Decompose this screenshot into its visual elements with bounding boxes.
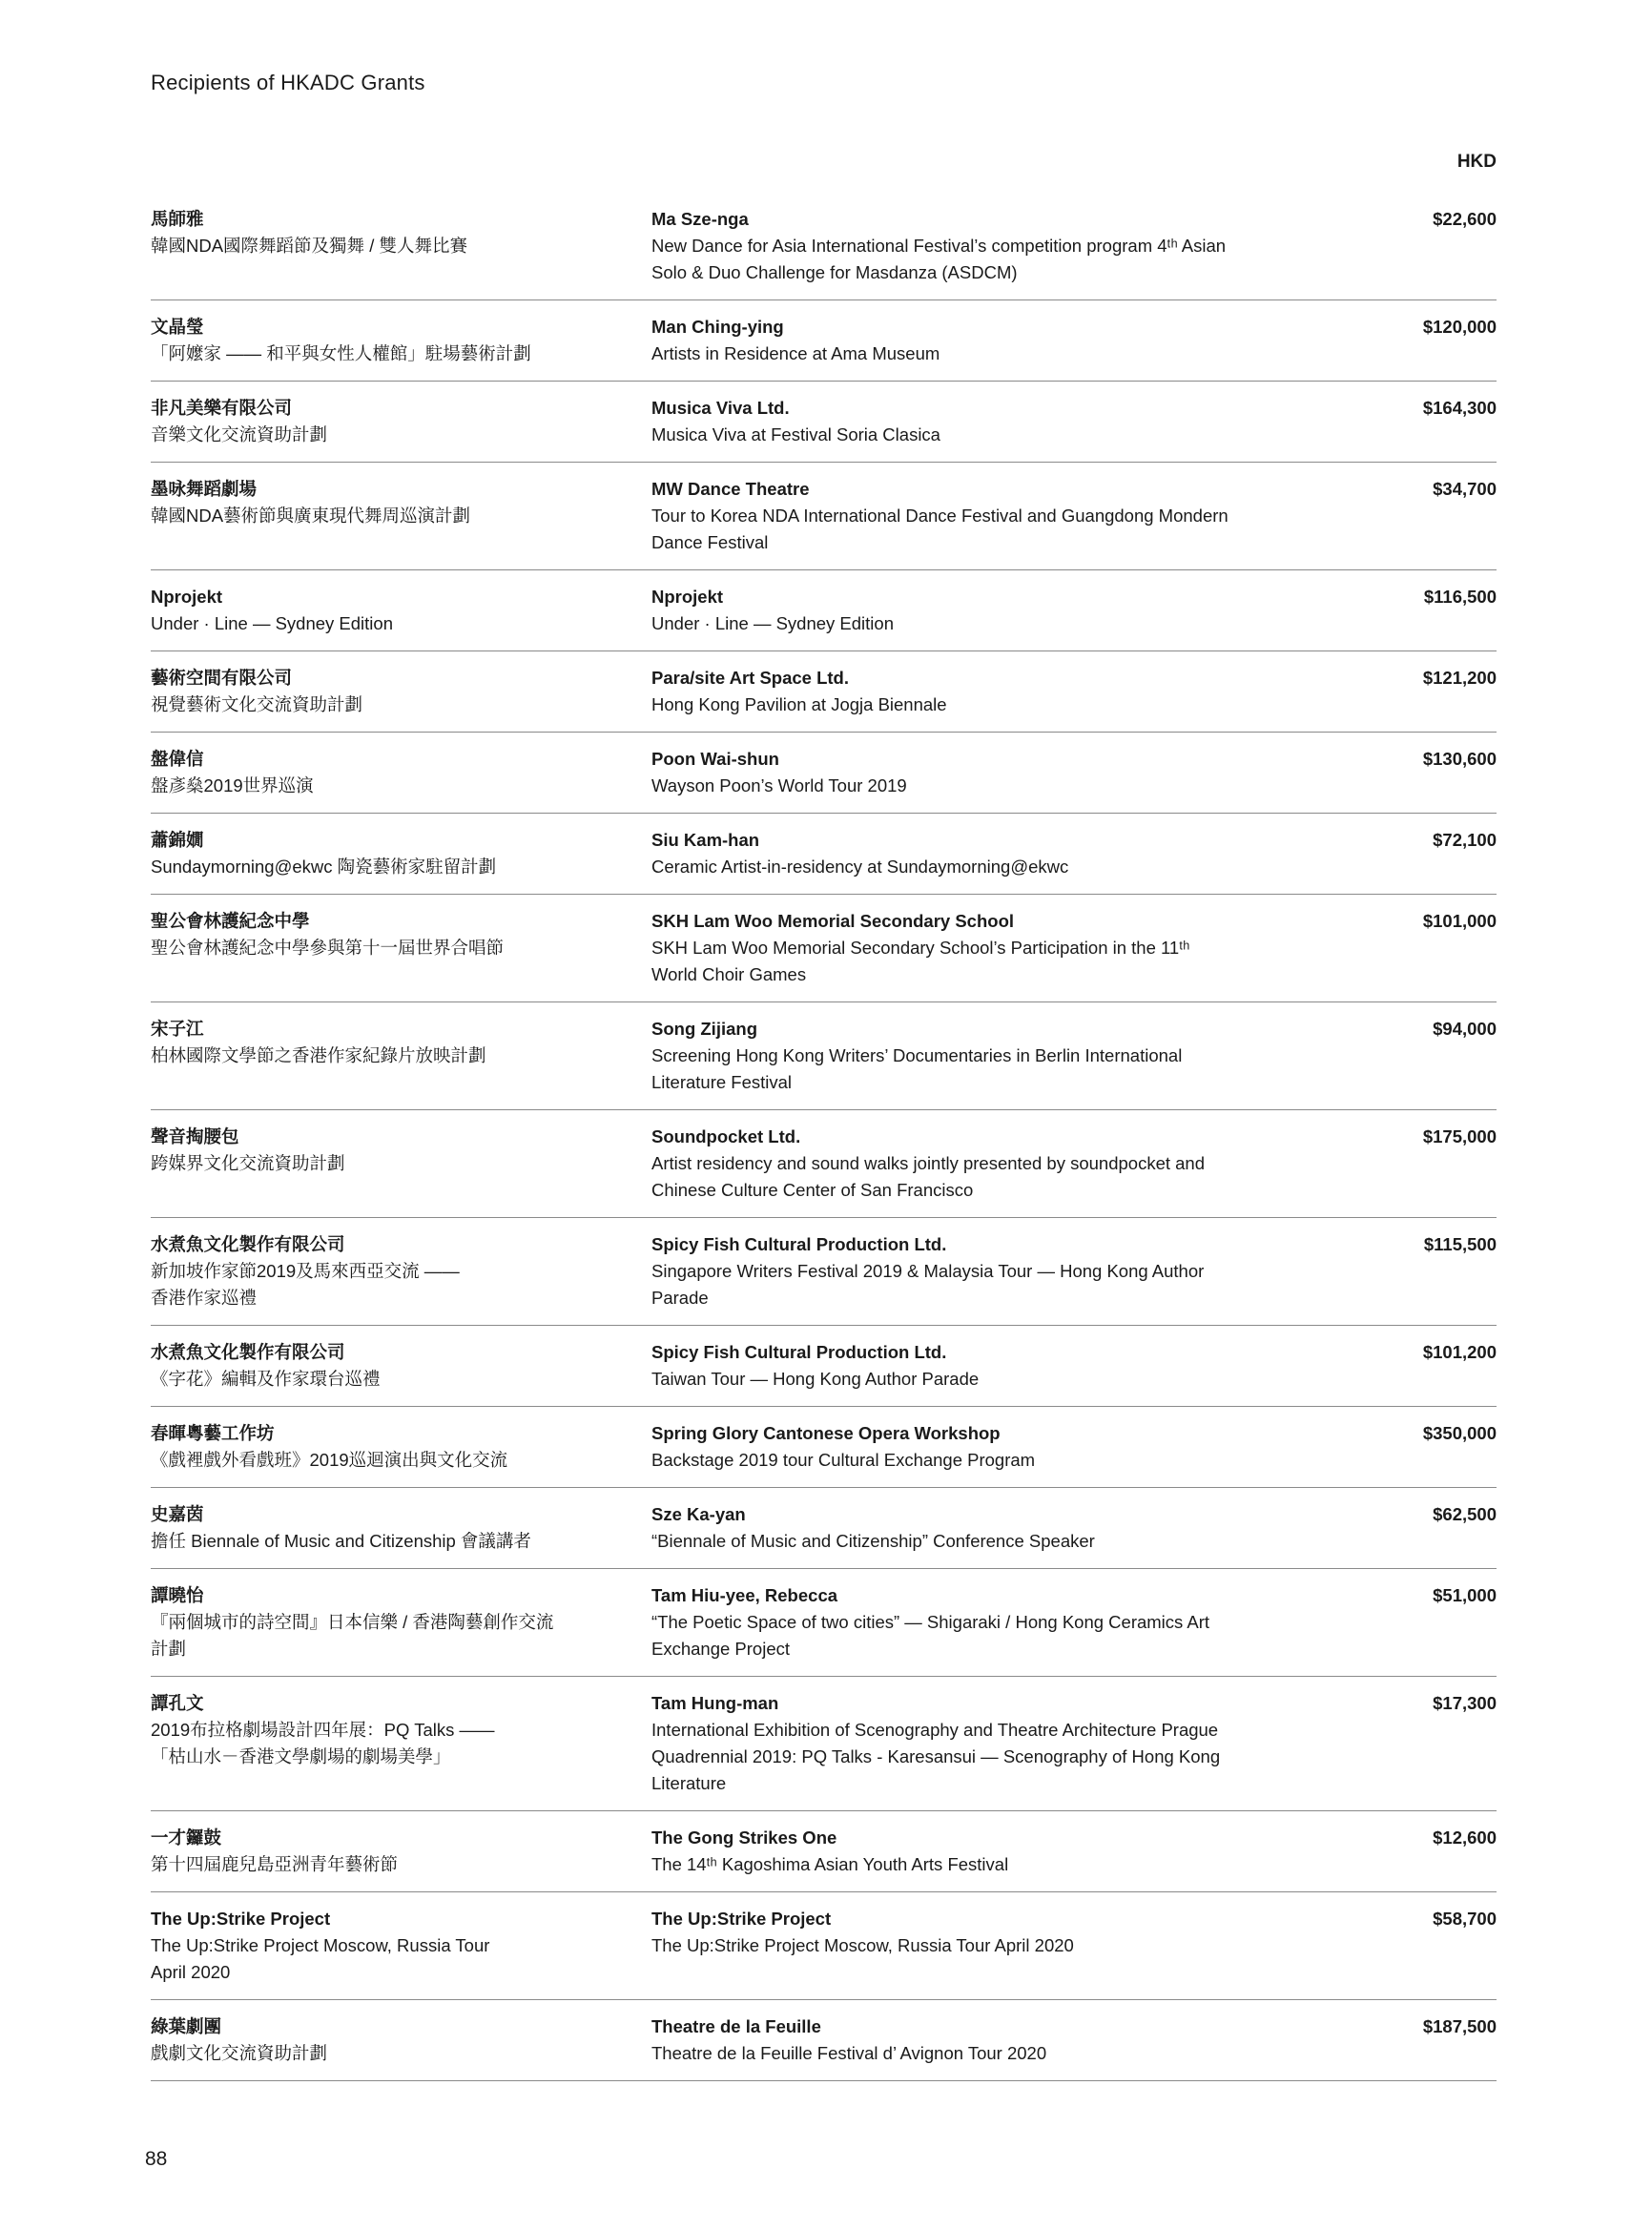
english-column <box>651 584 1281 637</box>
grant-row <box>151 746 1497 814</box>
chinese-column <box>151 584 651 637</box>
project-title-en: Musica Viva at Festival Soria Clasica <box>651 424 940 444</box>
recipient-name-zh: 譚孔文 <box>151 1693 204 1713</box>
project-title-en: Taiwan Tour — Hong Kong Author Parade <box>651 1369 980 1389</box>
project-title-zh: 聖公會林護紀念中學參與第十一屆世界合唱節 <box>151 938 505 958</box>
project-title-zh: 跨媒界文化交流資助計劃 <box>151 1153 345 1173</box>
recipient-name-en: Tam Hiu-yee, Rebecca <box>651 1585 838 1605</box>
grant-row <box>151 206 1497 300</box>
currency-label: HKD <box>1456 152 1497 172</box>
english-column <box>651 395 1281 448</box>
english-column <box>651 827 1281 880</box>
project-title-zh: 盤彥燊2019世界巡演 <box>151 775 314 795</box>
project-title-zh: 音樂文化交流資助計劃 <box>151 424 328 444</box>
project-title-en: “Biennale of Music and Citizenship” Conference Speaker <box>651 1531 1095 1551</box>
english-column <box>651 476 1281 556</box>
grant-amount: $350,000 <box>1422 1423 1497 1443</box>
recipient-name-zh: 盤偉信 <box>151 749 204 769</box>
english-column <box>651 665 1281 718</box>
grant-amount: $94,000 <box>1433 1019 1497 1039</box>
project-title-zh: 韓國NDA藝術節與廣東現代舞周巡演計劃 <box>151 506 471 526</box>
grants-table <box>151 206 1497 2095</box>
project-title-en: Wayson Poon’s World Tour 2019 <box>651 775 907 795</box>
project-title-en: Under · Line — Sydney Edition <box>651 613 894 633</box>
project-title-en: Artist residency and sound walks jointly presented by soundpocket and Chinese Culture Center of San Francisco <box>651 1153 1206 1200</box>
grant-row <box>151 827 1497 895</box>
project-title-zh: 新加坡作家節2019及馬來西亞交流 —— 香港作家巡禮 <box>151 1261 460 1308</box>
chinese-column <box>151 827 651 880</box>
recipient-name-en: Siu Kam-han <box>651 830 760 850</box>
chinese-column <box>151 746 651 799</box>
page-number: 88 <box>145 2148 168 2170</box>
project-title-en: Tour to Korea NDA International Dance Festival and Guangdong Mondern Dance Festival <box>651 506 1229 552</box>
project-title-zh: 第十四屆鹿兒島亞洲青年藝術節 <box>151 1854 399 1874</box>
grant-amount: $58,700 <box>1433 1909 1497 1929</box>
recipient-name-en: Soundpocket Ltd. <box>651 1126 801 1146</box>
recipient-name-zh: 一才鑼鼓 <box>151 1827 222 1848</box>
project-title-zh: 柏林國際文學節之香港作家紀錄片放映計劃 <box>151 1045 486 1065</box>
chinese-column <box>151 206 651 286</box>
project-title-en: Backstage 2019 tour Cultural Exchange Program <box>651 1450 1036 1470</box>
english-column <box>651 1124 1281 1204</box>
recipient-name-en: Poon Wai-shun <box>651 749 779 769</box>
chinese-column <box>151 395 651 448</box>
grant-amount: $175,000 <box>1422 1126 1497 1146</box>
project-title-zh: 韓國NDA國際舞蹈節及獨舞 / 雙人舞比賽 <box>151 236 467 256</box>
project-title-en: Screening Hong Kong Writers’ Documentaries in Berlin International Literature Festival <box>651 1045 1183 1092</box>
grant-amount: $101,000 <box>1422 911 1497 931</box>
english-column <box>651 1906 1281 1986</box>
grant-row <box>151 908 1497 1002</box>
recipient-name-en: Tam Hung-man <box>651 1693 779 1713</box>
project-title-zh: 2019布拉格劇場設計四年展：PQ Talks —— 「枯山水－香港文學劇場的劇場美學」 <box>151 1720 495 1766</box>
recipient-name-en: MW Dance Theatre <box>651 479 810 499</box>
recipient-name-zh: Nprojekt <box>151 587 223 607</box>
recipient-name-zh: The Up:Strike Project <box>151 1909 331 1929</box>
project-title-zh: 戲劇文化交流資助計劃 <box>151 2043 328 2063</box>
recipient-name-en: Theatre de la Feuille <box>651 2016 821 2036</box>
recipient-name-en: Nprojekt <box>651 587 724 607</box>
project-title-en: Hong Kong Pavilion at Jogja Biennale <box>651 694 947 714</box>
grant-row <box>151 1124 1497 1218</box>
project-title-en: The Up:Strike Project Moscow, Russia Tour April 2020 <box>651 1935 1074 1955</box>
grant-row <box>151 1420 1497 1488</box>
grant-amount: $164,300 <box>1422 398 1497 418</box>
grant-row <box>151 476 1497 570</box>
recipient-name-zh: 綠葉劇團 <box>151 2016 222 2036</box>
project-title-zh: 《戲裡戲外看戲班》2019巡迴演出與文化交流 <box>151 1450 508 1470</box>
project-title-zh: Sundaymorning@ekwc 陶瓷藝術家駐留計劃 <box>151 857 497 877</box>
grant-amount: $22,600 <box>1433 209 1497 229</box>
recipient-name-zh: 馬師雅 <box>151 209 204 229</box>
chinese-column <box>151 1501 651 1555</box>
project-title-en: Ceramic Artist-in-residency at Sundaymorning@ekwc <box>651 857 1069 877</box>
recipient-name-en: Spicy Fish Cultural Production Ltd. <box>651 1234 947 1254</box>
english-column <box>651 1231 1281 1311</box>
chinese-column <box>151 1016 651 1096</box>
grant-row <box>151 1339 1497 1407</box>
chinese-column <box>151 665 651 718</box>
chinese-column <box>151 1825 651 1878</box>
grant-row <box>151 1501 1497 1569</box>
project-title-zh: The Up:Strike Project Moscow, Russia Tour April 2020 <box>151 1935 490 1982</box>
english-column <box>651 206 1281 286</box>
project-title-zh: 『兩個城市的詩空間』日本信樂 / 香港陶藝創作交流 計劃 <box>151 1612 554 1659</box>
recipient-name-en: Sze Ka-yan <box>651 1504 746 1524</box>
chinese-column <box>151 2013 651 2067</box>
project-title-en: SKH Lam Woo Memorial Secondary School’s Participation in the 11ᵗʰ World Choir Games <box>651 938 1190 984</box>
project-title-en: Theatre de la Feuille Festival d’ Avignon Tour 2020 <box>651 2043 1047 2063</box>
recipient-name-en: Spring Glory Cantonese Opera Workshop <box>651 1423 1001 1443</box>
english-column <box>651 908 1281 988</box>
grant-row <box>151 665 1497 733</box>
grant-row <box>151 2013 1497 2081</box>
project-title-en: “The Poetic Space of two cities” — Shigaraki / Hong Kong Ceramics Art Exchange Project <box>651 1612 1210 1659</box>
recipient-name-en: Musica Viva Ltd. <box>651 398 790 418</box>
grant-amount: $51,000 <box>1433 1585 1497 1605</box>
recipient-name-zh: 春暉粵藝工作坊 <box>151 1423 275 1443</box>
project-title-en: New Dance for Asia International Festival’s competition program 4ᵗʰ Asian Solo & Duo Challenge for Masdanza (ASDCM) <box>651 236 1227 282</box>
recipient-name-en: Ma Sze-nga <box>651 209 749 229</box>
grant-row <box>151 395 1497 463</box>
recipient-name-zh: 宋子江 <box>151 1019 204 1039</box>
recipient-name-en: The Gong Strikes One <box>651 1827 837 1848</box>
grant-amount: $62,500 <box>1433 1504 1497 1524</box>
english-column <box>651 1501 1281 1555</box>
grant-row <box>151 1231 1497 1326</box>
english-column <box>651 1582 1281 1662</box>
chinese-column <box>151 1339 651 1393</box>
project-title-en: Artists in Residence at Ama Museum <box>651 343 940 363</box>
project-title-en: International Exhibition of Scenography and Theatre Architecture Prague Quadrennial 2019: PQ Talks - Karesansui — Scenography of Hong Kong Literature <box>651 1720 1221 1793</box>
recipient-name-zh: 譚曉怡 <box>151 1585 204 1605</box>
grant-amount: $120,000 <box>1422 317 1497 337</box>
english-column <box>651 1420 1281 1474</box>
english-column <box>651 1339 1281 1393</box>
chinese-column <box>151 1124 651 1204</box>
grant-row <box>151 1582 1497 1677</box>
english-column <box>651 1016 1281 1096</box>
grant-amount: $72,100 <box>1433 830 1497 850</box>
recipient-name-en: Man Ching-ying <box>651 317 784 337</box>
project-title-zh: 「阿嬤家 —— 和平與女性人權館」駐場藝術計劃 <box>151 343 531 363</box>
recipient-name-en: Para/site Art Space Ltd. <box>651 668 849 688</box>
recipient-name-zh: 非凡美樂有限公司 <box>151 398 293 418</box>
grant-row <box>151 1016 1497 1110</box>
grant-amount: $187,500 <box>1422 2016 1497 2036</box>
grant-row <box>151 1825 1497 1892</box>
recipient-name-en: Song Zijiang <box>651 1019 757 1039</box>
recipient-name-en: The Up:Strike Project <box>651 1909 832 1929</box>
chinese-column <box>151 1420 651 1474</box>
recipient-name-zh: 墨咏舞蹈劇場 <box>151 479 258 499</box>
grant-amount: $17,300 <box>1433 1693 1497 1713</box>
grant-amount: $34,700 <box>1433 479 1497 499</box>
grant-row <box>151 1906 1497 2000</box>
project-title-zh: 視覺藝術文化交流資助計劃 <box>151 694 363 714</box>
grant-row <box>151 314 1497 382</box>
project-title-zh: Under · Line — Sydney Edition <box>151 613 393 633</box>
english-column <box>651 746 1281 799</box>
chinese-column <box>151 476 651 556</box>
chinese-column <box>151 908 651 988</box>
grant-row <box>151 584 1497 651</box>
grant-amount: $12,600 <box>1433 1827 1497 1848</box>
chinese-column <box>151 1690 651 1797</box>
project-title-en: The 14ᵗʰ Kagoshima Asian Youth Arts Festival <box>651 1854 1009 1874</box>
english-column <box>651 314 1281 367</box>
recipient-name-en: SKH Lam Woo Memorial Secondary School <box>651 911 1015 931</box>
grant-amount: $121,200 <box>1422 668 1497 688</box>
grant-amount: $101,200 <box>1422 1342 1497 1362</box>
project-title-en: Singapore Writers Festival 2019 & Malaysia Tour — Hong Kong Author Parade <box>651 1261 1205 1308</box>
chinese-column <box>151 1582 651 1662</box>
recipient-name-zh: 文晶瑩 <box>151 317 204 337</box>
page-title: Recipients of HKADC Grants <box>151 71 425 94</box>
recipient-name-zh: 藝術空間有限公司 <box>151 668 293 688</box>
recipient-name-zh: 水煮魚文化製作有限公司 <box>151 1342 345 1362</box>
chinese-column <box>151 314 651 367</box>
project-title-zh: 《字花》編輯及作家環台巡禮 <box>151 1369 381 1389</box>
english-column <box>651 2013 1281 2067</box>
recipient-name-en: Spicy Fish Cultural Production Ltd. <box>651 1342 947 1362</box>
project-title-zh: 擔任 Biennale of Music and Citizenship 會議講者 <box>151 1531 531 1551</box>
english-column <box>651 1825 1281 1878</box>
grant-amount: $116,500 <box>1423 587 1497 607</box>
grant-row <box>151 1690 1497 1811</box>
recipient-name-zh: 聲音掏腰包 <box>151 1126 239 1146</box>
grant-amount: $130,600 <box>1422 749 1497 769</box>
recipient-name-zh: 聖公會林護紀念中學 <box>151 911 310 931</box>
grant-amount: $115,500 <box>1423 1234 1497 1254</box>
chinese-column <box>151 1231 651 1311</box>
recipient-name-zh: 水煮魚文化製作有限公司 <box>151 1234 345 1254</box>
english-column <box>651 1690 1281 1797</box>
recipient-name-zh: 蕭錦嫺 <box>151 830 204 850</box>
recipient-name-zh: 史嘉茵 <box>151 1504 204 1524</box>
chinese-column <box>151 1906 651 1986</box>
